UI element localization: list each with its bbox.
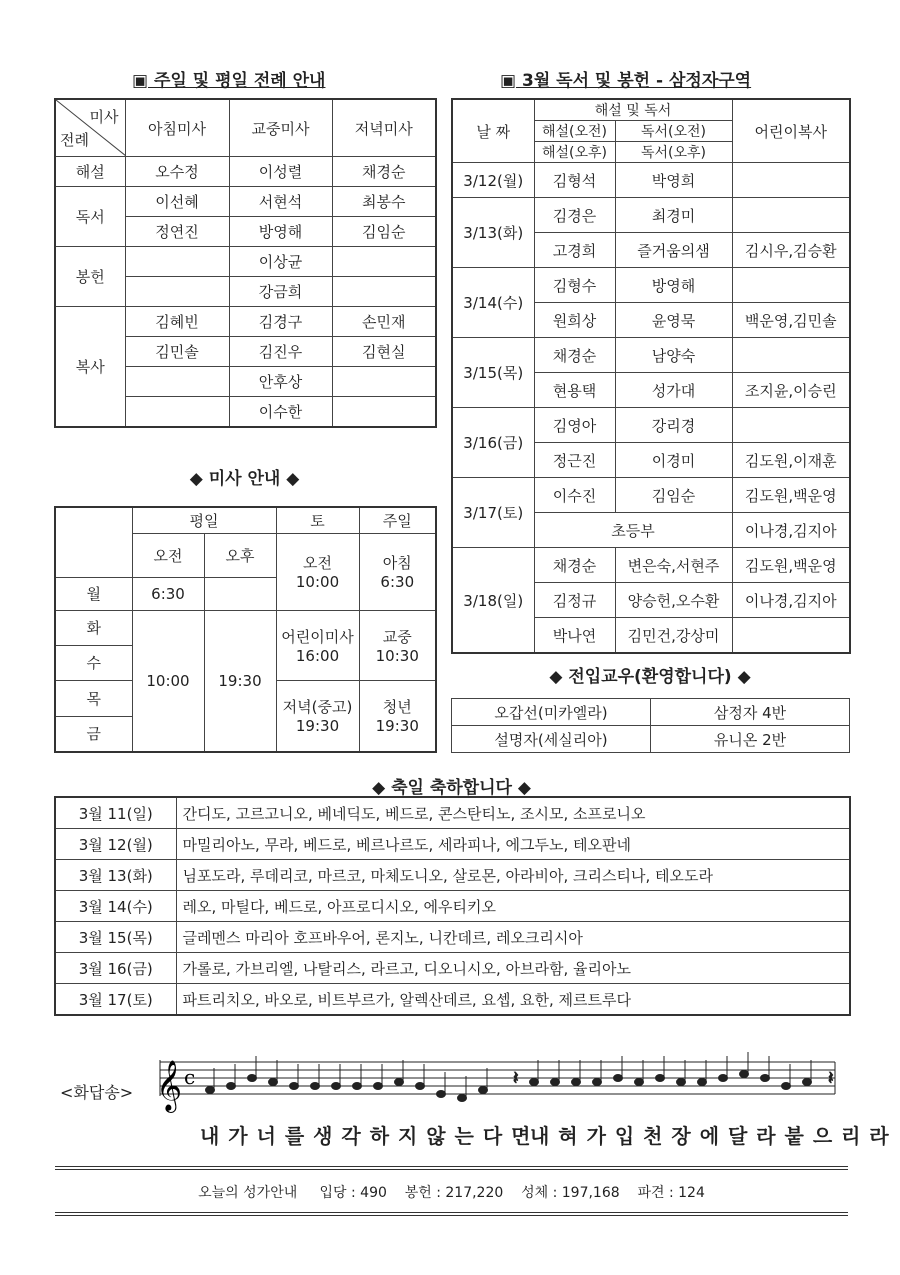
note-icon	[332, 1083, 341, 1090]
reading-cell: 채경순	[534, 338, 615, 373]
footer-rule-top-2	[55, 1169, 848, 1170]
reading-server	[732, 163, 850, 198]
feast-date: 3월 11(일)	[55, 797, 176, 829]
reading-cell: 박나연	[534, 618, 615, 654]
liturgy-cell: 손민재	[332, 307, 436, 337]
liturgy-cell	[125, 397, 229, 428]
reading-cell: 양승헌,오수환	[615, 583, 732, 618]
reading-date: 3/17(토)	[452, 478, 534, 548]
feast-date: 3월 17(토)	[55, 984, 176, 1016]
reading-cell: 즐거움의샘	[615, 233, 732, 268]
reading-server	[732, 618, 850, 654]
mass-mon-pm	[204, 577, 276, 610]
feast-row	[55, 953, 850, 984]
reading-c2b-header: 독서(오후)	[615, 142, 732, 163]
liturgy-cell	[125, 367, 229, 397]
liturgy-title-text: 주일 및 평일 전례 안내	[153, 71, 326, 91]
note-icon	[206, 1087, 215, 1094]
mass-day-thu: 목	[55, 680, 132, 716]
reading-group-header: 해설 및 독서	[534, 99, 732, 121]
square-icon: ▣	[132, 71, 154, 91]
liturgy-corner	[55, 99, 125, 157]
reading-server: 김도원,백운영	[732, 478, 850, 513]
liturgy-cell: 오수정	[125, 157, 229, 187]
reading-server: 김도원,백운영	[732, 548, 850, 583]
feast-row	[55, 860, 850, 891]
footer-rule-top	[55, 1166, 848, 1167]
feast-date: 3월 13(화)	[55, 860, 176, 891]
corner-bottom: 전례	[60, 131, 89, 149]
note-icon	[572, 1079, 581, 1086]
feast-date: 3월 16(금)	[55, 953, 176, 984]
mass-pm-header: 오후	[204, 533, 276, 577]
reading-server: 백운영,김민솔	[732, 303, 850, 338]
note-icon	[269, 1079, 278, 1086]
note-icon	[719, 1075, 728, 1082]
diamond-icon: ◆	[189, 469, 209, 489]
note-icon	[479, 1087, 488, 1094]
feast-row	[55, 797, 850, 829]
reading-date: 3/13(화)	[452, 198, 534, 268]
note-icon	[782, 1083, 791, 1090]
feast-row	[55, 984, 850, 1016]
reading-date: 3/18(일)	[452, 548, 534, 654]
reading-title-text: 3월 독서 및 봉헌 - 삼정자구역	[521, 71, 752, 91]
liturgy-col-header: 저녁미사	[332, 99, 436, 157]
note-icon	[635, 1079, 644, 1086]
feast-row	[55, 922, 850, 953]
mass-sun-morning: 아침 6:30	[359, 533, 436, 610]
reading-server: 조지윤,이승린	[732, 373, 850, 408]
feast-date: 3월 12(월)	[55, 829, 176, 860]
reading-cell: 강리경	[615, 408, 732, 443]
feasts-table	[54, 796, 851, 1016]
mass-day-fri: 금	[55, 716, 132, 752]
feast-names: 가롤로, 가브리엘, 나탈리스, 라르고, 디오니시오, 아브라함, 율리아노	[176, 953, 850, 984]
mass-corner	[55, 507, 132, 577]
mass-sun-main: 교중 10:30	[359, 610, 436, 680]
reading-cell: 김민건,강상미	[615, 618, 732, 654]
reading-cell: 김임순	[615, 478, 732, 513]
liturgy-cell: 이성렬	[229, 157, 332, 187]
reading-cell: 방영해	[615, 268, 732, 303]
note-icon	[593, 1079, 602, 1086]
note-icon	[395, 1079, 404, 1086]
mass-title	[54, 464, 435, 489]
reading-cell: 성가대	[615, 373, 732, 408]
note-icon	[416, 1083, 425, 1090]
feast-date: 3월 15(목)	[55, 922, 176, 953]
reading-cell: 김영아	[534, 408, 615, 443]
common-time-icon: c	[184, 1065, 196, 1089]
psalm-lyrics-1: 내 가 너 를 생 각 하 지 않 는 다 면	[200, 1124, 532, 1148]
psalm-label: <화답송>	[60, 1083, 134, 1102]
liturgy-cell	[332, 367, 436, 397]
liturgy-cell: 이선혜	[125, 187, 229, 217]
note-icon	[677, 1079, 686, 1086]
note-icon	[374, 1083, 383, 1090]
hymn-offertory: 봉헌 : 217,220	[404, 1185, 504, 1201]
hymn-communion: 성체 : 197,168	[521, 1185, 620, 1201]
liturgy-col-header: 아침미사	[125, 99, 229, 157]
liturgy-cell: 이수한	[229, 397, 332, 428]
reading-cell: 김형석	[534, 163, 615, 198]
hymn-entrance: 입당 : 490	[319, 1185, 387, 1201]
feasts-title-text: 축일 축하합니다	[391, 778, 512, 798]
note-icon	[311, 1083, 320, 1090]
liturgy-title	[132, 66, 325, 91]
reading-c1b-header: 해설(오후)	[534, 142, 615, 163]
mass-title-text: 미사 안내	[208, 469, 281, 489]
reading-date: 3/16(금)	[452, 408, 534, 478]
reading-table	[451, 98, 851, 654]
reading-server: 김도원,이재훈	[732, 443, 850, 478]
reading-cell: 김경은	[534, 198, 615, 233]
diamond-icon: ◆	[731, 667, 751, 687]
reading-server: 김시우,김승환	[732, 233, 850, 268]
reading-title	[500, 66, 751, 91]
liturgy-cell: 김경구	[229, 307, 332, 337]
newcomers-title-text: 전입교우(환영합니다)	[568, 667, 732, 687]
feast-names: 글레멘스 마리아 호프바우어, 론지노, 니칸데르, 레오크리시아	[176, 922, 850, 953]
liturgy-cell: 이상균	[229, 247, 332, 277]
rest-icon: 𝄽	[828, 1068, 834, 1089]
liturgy-role: 복사	[55, 307, 125, 428]
mass-sun-youth: 청년 19:30	[359, 680, 436, 752]
note-icon	[551, 1079, 560, 1086]
mass-weekday-am: 10:00	[132, 610, 204, 752]
reading-cell: 정근진	[534, 443, 615, 478]
feast-names: 간디도, 고르고니오, 베네딕도, 베드로, 콘스탄티노, 조시모, 소프로니오	[176, 797, 850, 829]
liturgy-cell	[332, 277, 436, 307]
mass-mon-am: 6:30	[132, 577, 204, 610]
newcomer-name: 설명자(세실리아)	[452, 726, 651, 753]
feast-row	[55, 829, 850, 860]
reading-cell: 채경순	[534, 548, 615, 583]
reading-date: 3/12(월)	[452, 163, 534, 198]
hymn-dismissal: 파견 : 124	[637, 1185, 705, 1201]
reading-cell: 이경미	[615, 443, 732, 478]
mass-weekday-header: 평일	[132, 507, 276, 533]
reading-cell: 변은숙,서현주	[615, 548, 732, 583]
rest-icon: 𝄽	[513, 1068, 519, 1089]
note-icon	[353, 1083, 362, 1090]
newcomer-district: 삼정자 4반	[651, 699, 850, 726]
liturgy-cell	[125, 277, 229, 307]
note-icon	[530, 1079, 539, 1086]
reading-cell: 박영희	[615, 163, 732, 198]
mass-day-mon: 월	[55, 577, 132, 610]
liturgy-cell: 김민솔	[125, 337, 229, 367]
liturgy-role: 독서	[55, 187, 125, 247]
reading-c1a-header: 해설(오전)	[534, 121, 615, 142]
reading-cell: 윤영묵	[615, 303, 732, 338]
reading-server-header: 어린이복사	[732, 99, 850, 163]
feast-names: 마밀리아노, 무라, 베드로, 베르나르도, 세라피나, 에그두노, 테오판네	[176, 829, 850, 860]
reading-cell: 원희상	[534, 303, 615, 338]
note-icon	[227, 1083, 236, 1090]
feast-row	[55, 891, 850, 922]
newcomer-name: 오갑선(미카엘라)	[452, 699, 651, 726]
mass-am-header: 오전	[132, 533, 204, 577]
note-icon	[740, 1071, 749, 1078]
diamond-icon: ◆	[280, 469, 300, 489]
mass-table	[54, 506, 437, 753]
diamond-icon: ◆	[549, 667, 569, 687]
reading-cell: 남양숙	[615, 338, 732, 373]
mass-sat-header: 토	[276, 507, 359, 533]
feast-date: 3월 14(수)	[55, 891, 176, 922]
note-icon	[437, 1091, 446, 1098]
liturgy-cell	[332, 397, 436, 428]
liturgy-cell: 김진우	[229, 337, 332, 367]
note-icon	[656, 1075, 665, 1082]
feast-names: 님포도라, 루데리코, 마르코, 마체도니오, 살로몬, 아라비아, 크리스티나, 테오도라	[176, 860, 850, 891]
footer-rule-bottom	[55, 1212, 848, 1213]
reading-date: 3/14(수)	[452, 268, 534, 338]
music-staff	[150, 1040, 840, 1120]
reading-cell: 김형수	[534, 268, 615, 303]
liturgy-cell: 김혜빈	[125, 307, 229, 337]
liturgy-cell: 김현실	[332, 337, 436, 367]
note-icon	[761, 1075, 770, 1082]
square-icon: ▣	[500, 71, 522, 91]
psalm-lyrics-2: 내 혀 가 입 천 장 에 달 라 붙 으 리 라	[530, 1124, 890, 1148]
liturgy-role: 봉헌	[55, 247, 125, 307]
liturgy-cell: 서현석	[229, 187, 332, 217]
diamond-icon: ◆	[372, 778, 392, 798]
diamond-icon: ◆	[511, 778, 531, 798]
note-icon	[458, 1095, 467, 1102]
mass-day-wed: 수	[55, 645, 132, 680]
mass-day-tue: 화	[55, 610, 132, 645]
reading-server: 이나경,김지아	[732, 583, 850, 618]
reading-c2a-header: 독서(오전)	[615, 121, 732, 142]
reading-cell: 초등부	[534, 513, 732, 548]
corner-top: 미사	[89, 108, 119, 126]
mass-sat-evening: 저녁(중고) 19:30	[276, 680, 359, 752]
reading-cell: 김정규	[534, 583, 615, 618]
reading-date-header: 날 짜	[452, 99, 534, 163]
reading-server	[732, 268, 850, 303]
liturgy-cell: 안후상	[229, 367, 332, 397]
liturgy-cell	[125, 247, 229, 277]
reading-cell: 고경희	[534, 233, 615, 268]
newcomers-title	[451, 662, 849, 687]
liturgy-cell: 채경순	[332, 157, 436, 187]
reading-server	[732, 338, 850, 373]
mass-sat-children: 어린이미사 16:00	[276, 610, 359, 680]
note-icon	[803, 1079, 812, 1086]
treble-clef-icon: 𝄞	[156, 1060, 183, 1111]
liturgy-cell: 정연진	[125, 217, 229, 247]
liturgy-cell: 최봉수	[332, 187, 436, 217]
reading-server	[732, 198, 850, 233]
liturgy-cell: 강금희	[229, 277, 332, 307]
reading-cell: 최경미	[615, 198, 732, 233]
liturgy-cell: 방영해	[229, 217, 332, 247]
newcomer-district: 유니온 2반	[651, 726, 850, 753]
liturgy-role: 해설	[55, 157, 125, 187]
note-icon	[248, 1075, 257, 1082]
hymn-guide	[55, 1182, 848, 1202]
reading-cell: 이수진	[534, 478, 615, 513]
reading-server: 이나경,김지아	[732, 513, 850, 548]
reading-server	[732, 408, 850, 443]
liturgy-cell	[332, 247, 436, 277]
reading-date: 3/15(목)	[452, 338, 534, 408]
feast-names: 파트리치오, 바오로, 비트부르가, 알렉산데르, 요셉, 요한, 제르트루다	[176, 984, 850, 1016]
note-icon	[290, 1083, 299, 1090]
hymn-label: 오늘의 성가안내	[198, 1185, 298, 1201]
note-icon	[614, 1075, 623, 1082]
reading-cell: 현용택	[534, 373, 615, 408]
note-icon	[698, 1079, 707, 1086]
feast-names: 레오, 마틸다, 베드로, 아프로디시오, 에우티키오	[176, 891, 850, 922]
liturgy-table	[54, 98, 437, 428]
liturgy-cell: 김임순	[332, 217, 436, 247]
newcomers-table	[451, 698, 850, 753]
mass-sat-am: 오전 10:00	[276, 533, 359, 610]
footer-rule-bottom-2	[55, 1215, 848, 1216]
liturgy-col-header: 교중미사	[229, 99, 332, 157]
feasts-title	[54, 773, 849, 798]
mass-weekday-pm: 19:30	[204, 610, 276, 752]
mass-sun-header: 주일	[359, 507, 436, 533]
